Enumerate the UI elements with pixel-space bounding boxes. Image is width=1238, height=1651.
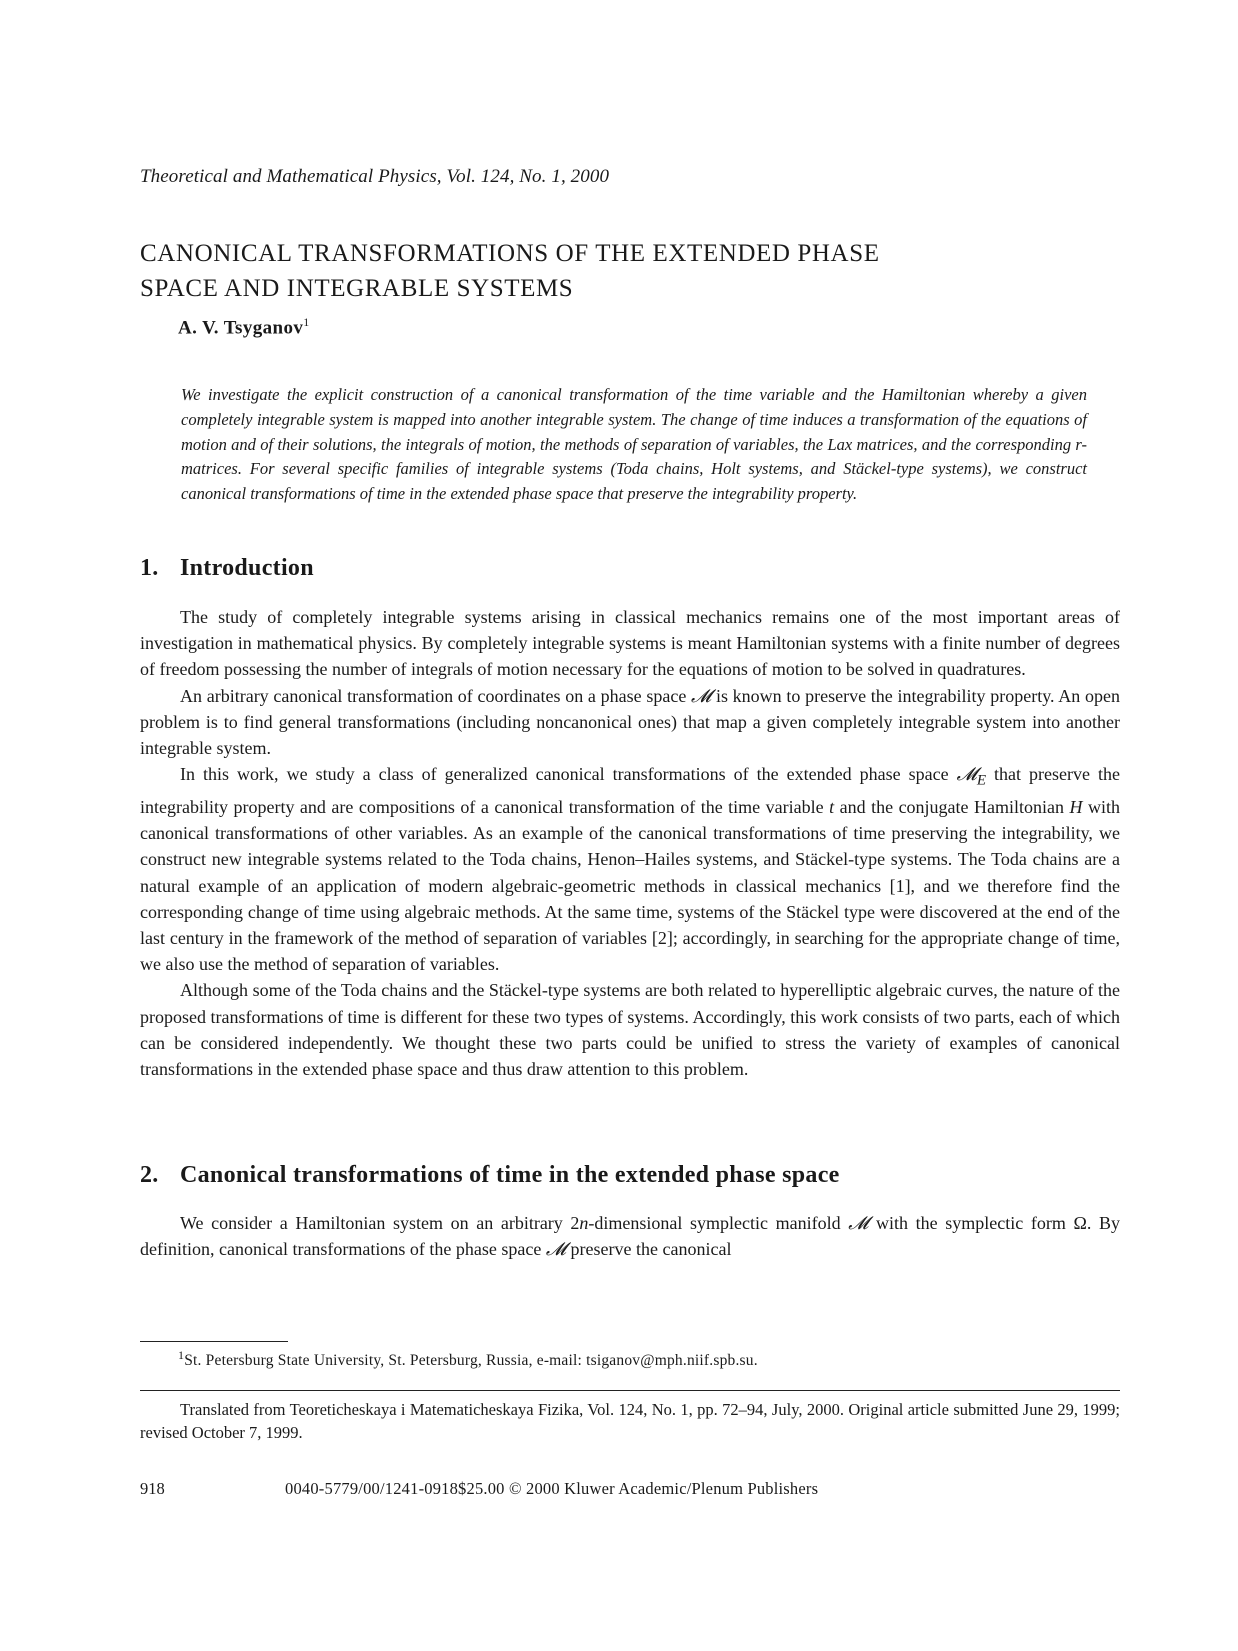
manifold-symbol: 𝓜: [691, 685, 712, 706]
section-2-title: Canonical transformations of time in the extended phase space: [180, 1162, 840, 1188]
paragraph: The study of completely integrable systems arising in classical mechanics remains one of the most important areas of investigation in mathematical physics. By completely integrable systems is meant Hamiltonian systems with a finite number of degrees of freedom possessing the number of integrals of motion necessary for the equations of motion to be solved in quadratures.: [140, 607, 1120, 680]
footnote-text: St. Petersburg State University, St. Petersburg, Russia, e-mail: tsiganov@mph.niif.spb.su.: [184, 1352, 758, 1370]
author-footnote-mark: 1: [303, 315, 310, 329]
section-2-number: 2.: [140, 1162, 159, 1188]
title-line-1: CANONICAL TRANSFORMATIONS OF THE EXTENDED PHASE: [140, 240, 880, 267]
math-variable: t: [829, 797, 835, 818]
abstract: We investigate the explicit construction of a canonical transformation of the time variable and the Hamiltonian whereby a given completely integrable system is mapped into another integrable system. The change of time induces a transformation of the equations of motion and of their solutions, the integrals of motion, the methods of separation of variables, the Lax matrices, and the corresponding r-matrices. For several specific families of integrable systems (Toda chains, Holt systems, and Stäckel-type systems), we construct canonical transformations of time in the extended phase space that preserve the integrability property.: [181, 385, 1087, 504]
subscript: E: [976, 772, 986, 789]
math-variable: n: [579, 1213, 589, 1233]
section-1-title: Introduction: [180, 555, 314, 581]
manifold-symbol: 𝓜: [848, 1213, 869, 1233]
footnote: [178, 1348, 758, 1370]
section-2-heading: [140, 1162, 840, 1189]
author-name: A. V. Tsyganov: [178, 317, 304, 339]
math-variable: H: [1069, 797, 1083, 818]
paragraph: We consider a Hamiltonian system on an arbitrary 2n-dimensional symplectic manifold 𝓜 with the symplectic form Ω. By definition, canonical transformations of the phase space 𝓜 preserve the canonical: [140, 1213, 1120, 1260]
article-title: [140, 236, 1100, 306]
manifold-symbol: 𝓜: [956, 764, 977, 785]
translation-note: Translated from Teoreticheskaya i Matematicheskaya Fizika, Vol. 124, No. 1, pp. 72–94, July, 2000. Original article submitted June 29, 1999; revised October 7, 1999.: [140, 1400, 1120, 1442]
section-2-body: [140, 1210, 1120, 1262]
paragraph: An arbitrary canonical transformation of coordinates on a phase space 𝓜 is known to preserve the integrability property. An open problem is to find general transformations (including noncanonical ones) that map a given completely integrable system into another integrable system.: [140, 685, 1120, 759]
paragraph: In this work, we study a class of generalized canonical transformations of the extended phase space 𝓜$_E$ that preserve the integrability property and are compositions of a canonical transformation of the time variable t and the conjugate Hamiltonian H with canonical transformations of other variables. As an example of the canonical transformations of time preserving the integrability, we construct new integrable systems related to the Toda chains, Henon–Hailes systems, and Stäckel-type systems. The Toda chains are a natural example of an application of modern algebraic-geometric methods in classical mechanics [1], and we therefore find the corresponding change of time using algebraic methods. At the same time, systems of the Stäckel type were discovered at the end of the last century in the framework of the method of separation of variables [2]; accordingly, in searching for the appropriate change of time, we also use the method of separation of variables.: [140, 764, 1120, 975]
manifold-symbol: 𝓜: [545, 1239, 567, 1260]
title-line-2: SPACE AND INTEGRABLE SYSTEMS: [140, 275, 574, 302]
author: [178, 315, 310, 339]
translation-divider: [140, 1390, 1120, 1391]
section-1-body: [140, 604, 1120, 1082]
footnote-mark: 1: [178, 1348, 185, 1362]
section-1-heading: [140, 555, 314, 582]
section-1-number: 1.: [140, 555, 159, 581]
journal-citation: Theoretical and Mathematical Physics, Vol. 124, No. 1, 2000: [140, 166, 610, 187]
footnote-divider: [140, 1341, 288, 1342]
page-number: 918: [140, 1479, 165, 1498]
paragraph: Although some of the Toda chains and the Stäckel-type systems are both related to hyperelliptic algebraic curves, the nature of the proposed transformations of time is different for these two types of systems. Accordingly, this work consists of two parts, each of which can be considered independently. We thought these two parts could be unified to stress the variety of examples of canonical transformations in the extended phase space and thus draw attention to this problem.: [140, 980, 1120, 1080]
publisher-imprint: 0040-5779/00/1241-0918$25.00 © 2000 Kluwer Academic/Plenum Publishers: [285, 1479, 819, 1498]
